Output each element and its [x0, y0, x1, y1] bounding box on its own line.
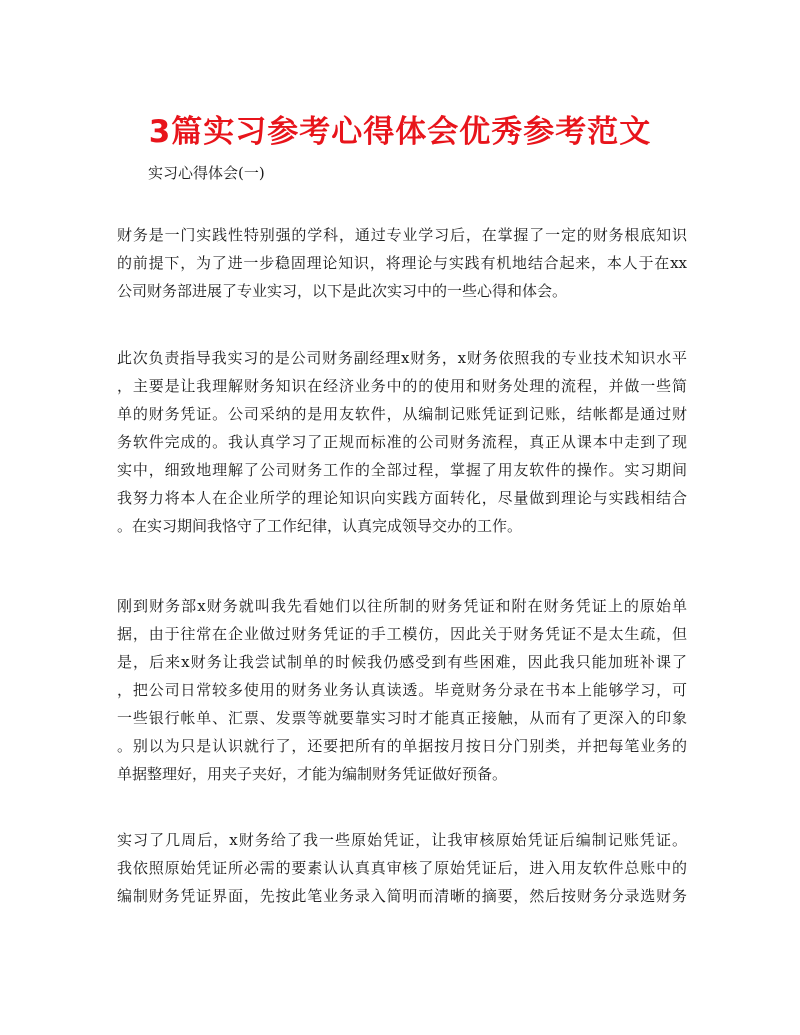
paragraph-line: 实习了几周后，x财务给了我一些原始凭证，让我审核原始凭证后编制记账凭证。: [117, 831, 687, 849]
paragraph-line: 的前提下，为了进一步稳固理论知识，将理论与实践有机地结合起来，本人于在xx: [117, 254, 687, 272]
paragraph-line: 我努力将本人在企业所学的理论知识向实践方面转化，尽量做到理论与实践相结合: [117, 489, 687, 507]
paragraph-line: 编制财务凭证界面，先按此笔业务录入简明而清晰的摘要，然后按财务分录选财务: [117, 887, 687, 905]
paragraph-2: [117, 344, 687, 540]
paragraph-line: ，主要是让我理解财务知识在经济业务中的的使用和财务处理的流程，并做一些简: [117, 377, 687, 395]
paragraph-line: 刚到财务部x财务就叫我先看她们以往所制的财务凭证和附在财务凭证上的原始单: [117, 597, 687, 615]
paragraph-line: 一些银行帐单、汇票、发票等就要靠实习时才能真正接触，从而有了更深入的印象: [117, 709, 687, 727]
paragraph-4: [117, 826, 687, 910]
paragraph-line: 公司财务部进展了专业实习，以下是此次实习中的一些心得和体会。: [117, 282, 568, 300]
paragraph-line: 是，后来x财务让我尝试制单的时候我仍感受到有些困难，因此我只能加班补课了: [117, 653, 687, 671]
paragraph-line: 财务是一门实践性特别强的学科，通过专业学习后，在掌握了一定的财务根底知识: [117, 226, 687, 244]
paragraph-line: 务软件完成的。我认真学习了正规而标准的公司财务流程，真正从课本中走到了现: [117, 433, 687, 451]
paragraph-line: 我依照原始凭证所必需的要素认认真真审核了原始凭证后，进入用友软件总账中的: [117, 859, 687, 877]
paragraph-line: ，把公司日常较多使用的财务业务认真读透。毕竟财务分录在书本上能够学习，可: [117, 681, 687, 699]
document-subtitle: 实习心得体会(一): [148, 164, 265, 182]
document-title: 3篇实习参考心得体会优秀参考范文: [148, 114, 652, 150]
paragraph-line: 实中，细致地理解了公司财务工作的全部过程，掌握了用友软件的操作。实习期间: [117, 461, 687, 479]
paragraph-line: 。别以为只是认识就行了，还要把所有的单据按月按日分门别类，并把每笔业务的: [117, 737, 687, 755]
paragraph-line: 此次负责指导我实习的是公司财务副经理x财务，x财务依照我的专业技术知识水平: [117, 349, 687, 367]
paragraph-line: 单据整理好，用夹子夹好，才能为编制财务凭证做好预备。: [117, 765, 508, 783]
paragraph-3: [117, 592, 687, 788]
paragraph-line: 单的财务凭证。公司采纳的是用友软件，从编制记账凭证到记账，结帐都是通过财: [117, 405, 687, 423]
paragraph-1: [117, 221, 687, 305]
paragraph-line: 据，由于往常在企业做过财务凭证的手工模仿，因此关于财务凭证不是太生疏，但: [117, 625, 687, 643]
paragraph-line: 。在实习期间我恪守了工作纪律，认真完成领导交办的工作。: [117, 517, 523, 535]
